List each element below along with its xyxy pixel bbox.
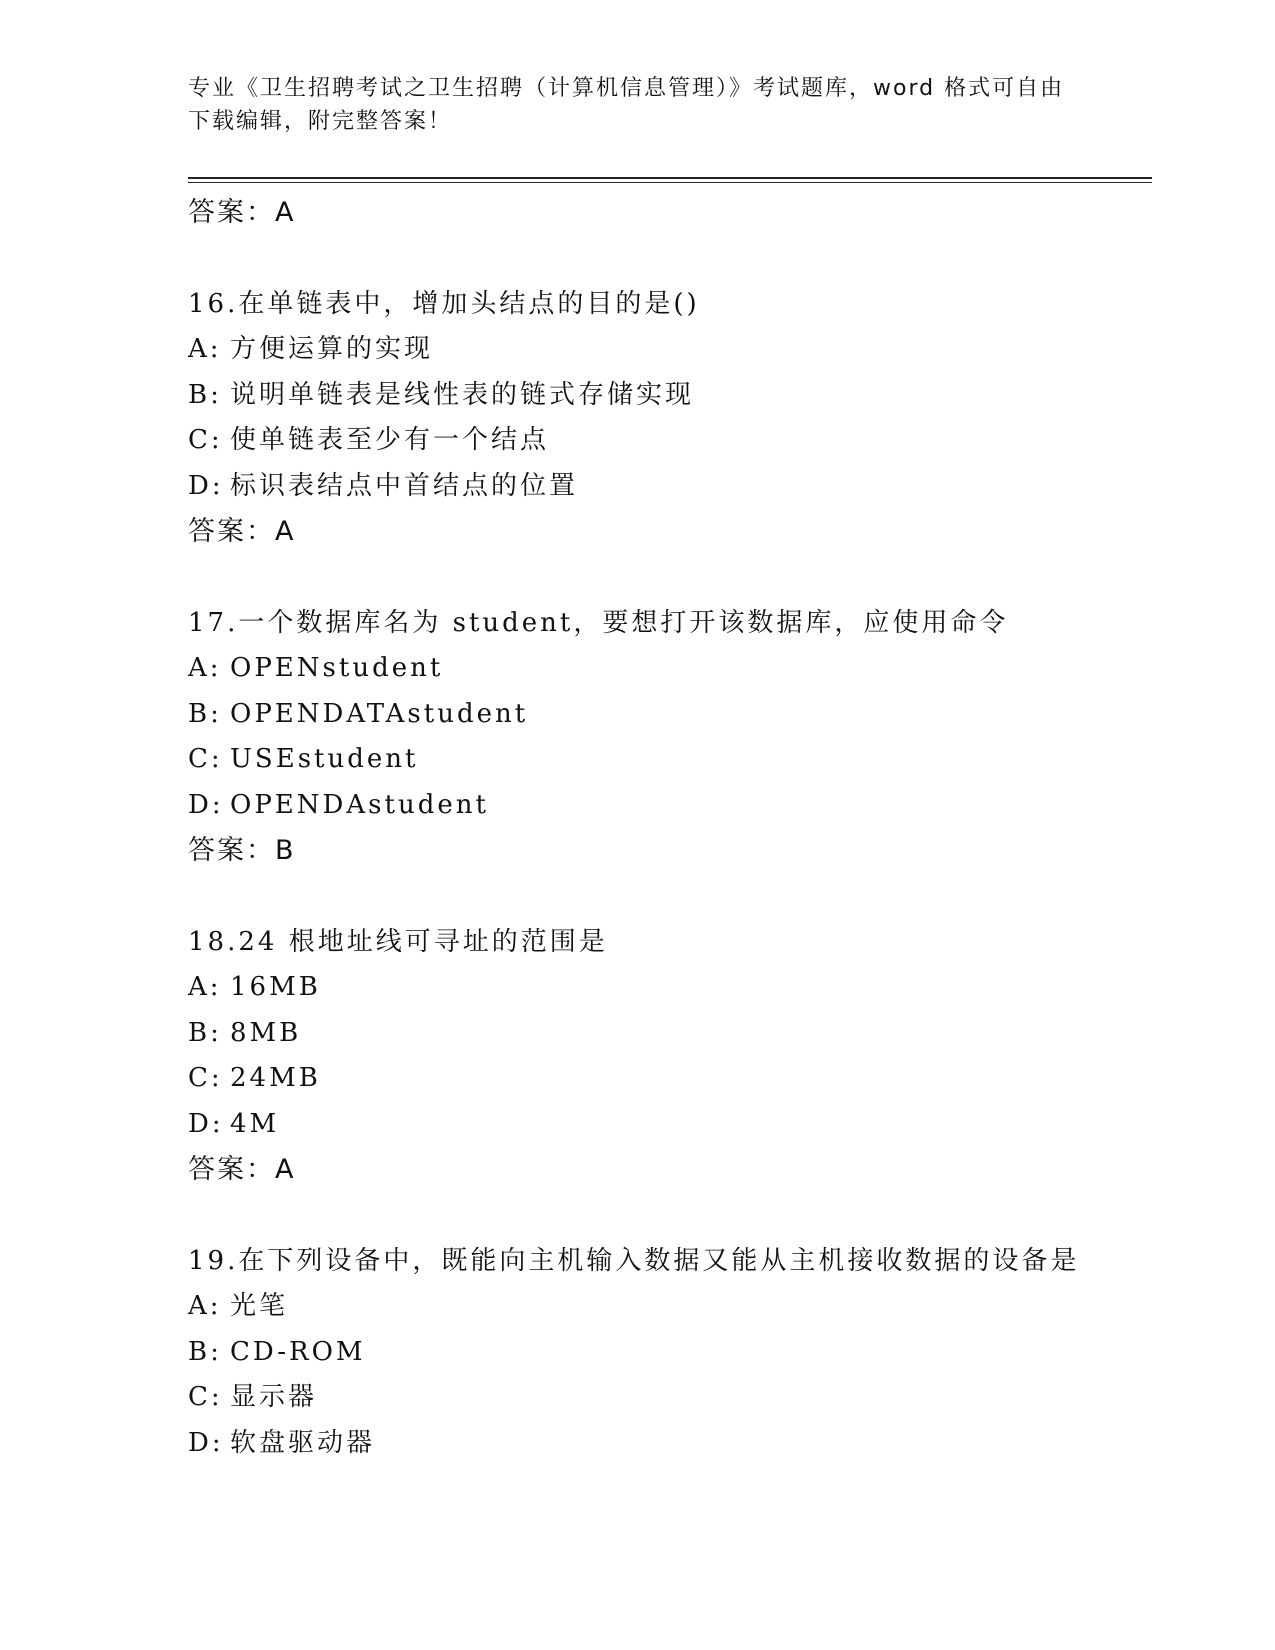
option-label: B:	[188, 698, 222, 729]
option-d	[188, 464, 1152, 510]
option-label: D:	[188, 1108, 224, 1139]
option-d	[188, 1102, 1152, 1148]
option-a	[188, 646, 1152, 692]
answer-line: 答案：A	[188, 516, 296, 547]
option-label: C:	[188, 1063, 223, 1093]
option-label: C:	[188, 1382, 223, 1412]
option-a	[188, 965, 1152, 1011]
option-a	[188, 327, 1152, 373]
question-18	[188, 919, 1152, 1192]
question-title: 19.在下列设备中，既能向主机输入数据又能从主机接收数据的设备是	[188, 1246, 1080, 1276]
option-b	[188, 692, 1152, 738]
option-text: 光笔	[230, 1291, 289, 1321]
option-text: 标识表结点中首结点的位置	[230, 470, 579, 501]
option-text: USEstudent	[230, 744, 419, 774]
option-text: 8MB	[230, 1017, 302, 1048]
option-text: OPENDATAstudent	[230, 698, 529, 729]
option-text: 显示器	[230, 1382, 318, 1412]
option-text: OPENDAstudent	[230, 789, 489, 820]
option-d	[188, 1421, 1152, 1467]
option-c	[188, 737, 1152, 783]
answer-line: 答案：A	[188, 197, 296, 228]
option-text: OPENstudent	[230, 653, 444, 683]
option-d	[188, 783, 1152, 829]
option-text: 软盘驱动器	[230, 1427, 376, 1458]
header-divider-thick	[188, 177, 1152, 179]
option-label: B:	[188, 1336, 222, 1367]
option-c	[188, 418, 1152, 464]
header-divider-thin	[188, 182, 1152, 183]
question-list	[188, 190, 1152, 1466]
question-title: 16.在单链表中，增加头结点的目的是()	[188, 289, 700, 319]
option-label: C:	[188, 425, 223, 455]
answer-line: 答案：B	[188, 835, 296, 866]
option-label: B:	[188, 1017, 222, 1048]
answer-line: 答案：A	[188, 1154, 296, 1185]
option-text: 16MB	[230, 972, 321, 1002]
option-label: A:	[188, 972, 222, 1002]
option-label: A:	[188, 334, 222, 364]
option-text: 4M	[230, 1108, 280, 1139]
option-text: 24MB	[230, 1063, 321, 1093]
option-c	[188, 1375, 1152, 1421]
option-b	[188, 373, 1152, 419]
option-c	[188, 1056, 1152, 1102]
option-text: 说明单链表是线性表的链式存储实现	[230, 379, 695, 410]
question-17	[188, 600, 1152, 873]
option-b	[188, 1330, 1152, 1376]
option-label: D:	[188, 1427, 224, 1458]
question-19	[188, 1238, 1152, 1466]
option-label: D:	[188, 789, 224, 820]
option-text: 使单链表至少有一个结点	[230, 425, 550, 455]
option-label: D:	[188, 470, 224, 501]
question-16	[188, 281, 1152, 554]
question-title: 17.一个数据库名为 student，要想打开该数据库，应使用命令	[188, 608, 1009, 638]
option-label: A:	[188, 653, 222, 683]
question-title: 18.24 根地址线可寻址的范围是	[188, 927, 608, 957]
option-label: A:	[188, 1291, 222, 1321]
option-label: B:	[188, 379, 222, 410]
document-header: 专业《卫生招聘考试之卫生招聘（计算机信息管理）》考试题库，word 格式可自由下载编辑，附完整答案！	[188, 76, 1065, 134]
option-label: C:	[188, 744, 223, 774]
option-a	[188, 1284, 1152, 1330]
option-text: 方便运算的实现	[230, 334, 434, 364]
option-b	[188, 1011, 1152, 1057]
option-text: CD-ROM	[230, 1336, 366, 1367]
